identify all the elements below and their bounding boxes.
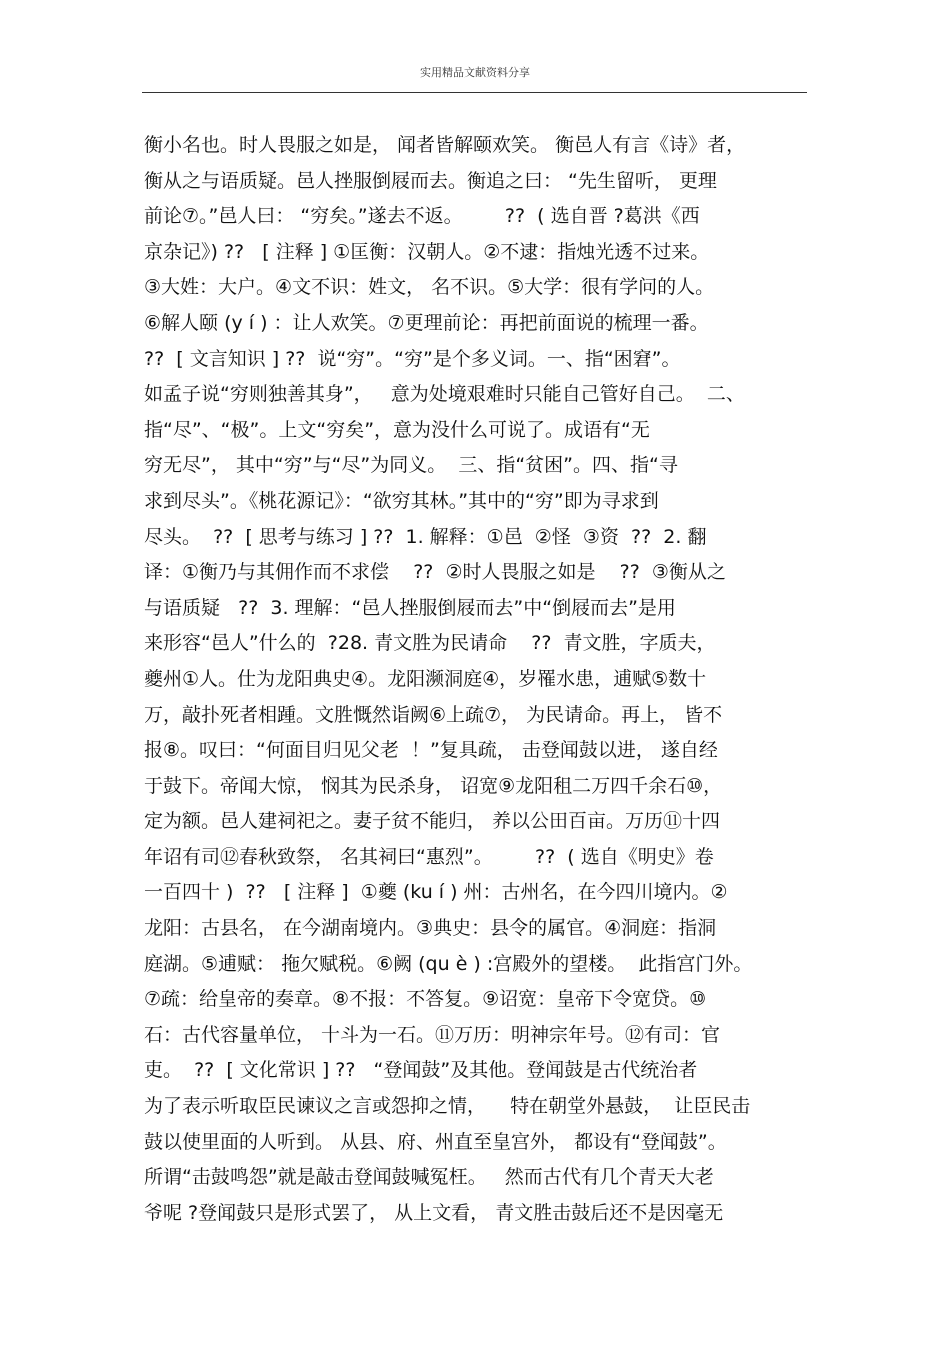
text-line: 一百四十 ) ?? [ 注释 ] ①夔 (ku í ) 州：古州名，在今四川境内。② [144,881,728,904]
text-line: 年诏有司⑫春秋致祭， 名其祠曰“惠烈”。 ?? ( 选自《明史》卷 [144,845,714,868]
text-line: 指“尽”、“极”。上文“穷矣”，意为没什么可说了。成语有“无 [144,418,650,441]
text-line: 夔州①人。仕为龙阳典史④。龙阳濒洞庭④，岁罹水患，逋赋⑤数十 [144,667,707,690]
text-line: 衡小名也。时人畏服之如是， 闻者皆解颐欢笑。 衡邑人有言《诗》者， [144,134,746,156]
text-line: 穷无尽”， 其中“穷”与“尽”为同义。 三、指“贫困”。四、指“寻 [144,454,678,477]
text-line: 尽头。 ?? [ 思考与练习 ] ?? 1. 解释：①邑 ②怪 ③资 ?? 2. 翻 [144,525,707,548]
text-line: ⑥解人颐 (y í ) ：让人欢笑。⑦更理前论：再把前面说的梳理一番。 [144,311,709,334]
page-header: 实用精品文献资料分享 [420,66,530,79]
text-line: 来形容“邑人”什么的 ?28. 青文胜为民请命 ?? 青文胜，字质夫， [144,632,716,655]
document-body [144,128,809,1231]
text-line: 译：①衡乃与其佣作而不求偿 ?? ②时人畏服之如是 ?? ③衡从之 [144,561,726,584]
text-line: 与语质疑 ?? 3. 理解：“邑人挫服倒屐而去”中“倒屐而去”是用 [144,596,676,619]
text-line: 吏。 ?? [ 文化常识 ] ?? “登闻鼓”及其他。登闻鼓是古代统治者 [144,1059,698,1082]
text-line: 爷呢 ?登闻鼓只是形式罢了， 从上文看， 青文胜击鼓后还不是因毫无 [144,1201,724,1224]
text-line: 万，敲扑死者相踵。文胜慨然诣阙⑥上疏⑦， 为民请命。再上， 皆不 [144,703,723,726]
text-line: 龙阳：古县名， 在今湖南境内。③典史：县令的属官。④洞庭：指洞 [144,917,717,940]
text-line: 京杂记》) ?? [ 注释 ] ①匡衡：汉朝人。②不逮：指烛光透不过来。 [144,240,710,263]
text-line: ⑦疏：给皇帝的奏章。⑧不报：不答复。⑨诏宽：皇帝下令宽贷。⑩ [144,988,707,1011]
text-line: 庭湖。⑤逋赋： 拖欠赋税。⑥阙 (qu è ) :宫殿外的望楼。 此指宫门外。 [144,952,753,975]
text-line: 鼓以使里面的人听到。 从县、府、州直至皇宫外， 都设有“登闻鼓”。 [144,1130,727,1153]
text-line: 石：古代容量单位， 十斗为一石。⑪万历：明神宗年号。⑫有司：官 [144,1023,721,1046]
text-line: ?? [ 文言知识 ] ?? 说“穷”。“穷”是个多义词。一、指“困窘”。 [144,347,681,370]
text-line: 定为额。邑人建祠祀之。妻子贫不能归， 养以公田百亩。万历⑪十四 [144,810,721,833]
text-line: 为了表示听取臣民谏议之言或怨抑之情， 特在朝堂外悬鼓， 让臣民击 [144,1095,751,1118]
text-line: 于鼓下。帝闻大惊， 悯其为民杀身， 诏宽⑨龙阳租二万四千余石⑩， [144,774,723,797]
text-line: 报⑧。叹曰：“何面目归见父老 ！”复具疏， 击登闻鼓以进， 遂自经 [144,739,718,762]
text-line: 衡从之与语质疑。邑人挫服倒屐而去。衡追之曰： “先生留听， 更理 [144,169,717,192]
header-divider [142,92,807,93]
text-line: ③大姓：大户。④文不识：姓文， 名不识。⑤大学：很有学问的人。 [144,276,715,299]
text-line: 求到尽头”。《桃花源记》：“欲穷其林。”其中的“穷”即为寻求到 [144,489,659,512]
text-line: 前论⑦。”邑人曰： “穷矣。”遂去不返。 ?? ( 选自晋 ?葛洪《西 [144,205,700,228]
text-line: 如孟子说“穷则独善其身”， 意为处境艰难时只能自己管好自己。 二、 [144,383,745,406]
text-line: 所谓“击鼓鸣怨”就是敲击登闻鼓喊冤枉。 然而古代有几个青天大老 [144,1166,714,1189]
